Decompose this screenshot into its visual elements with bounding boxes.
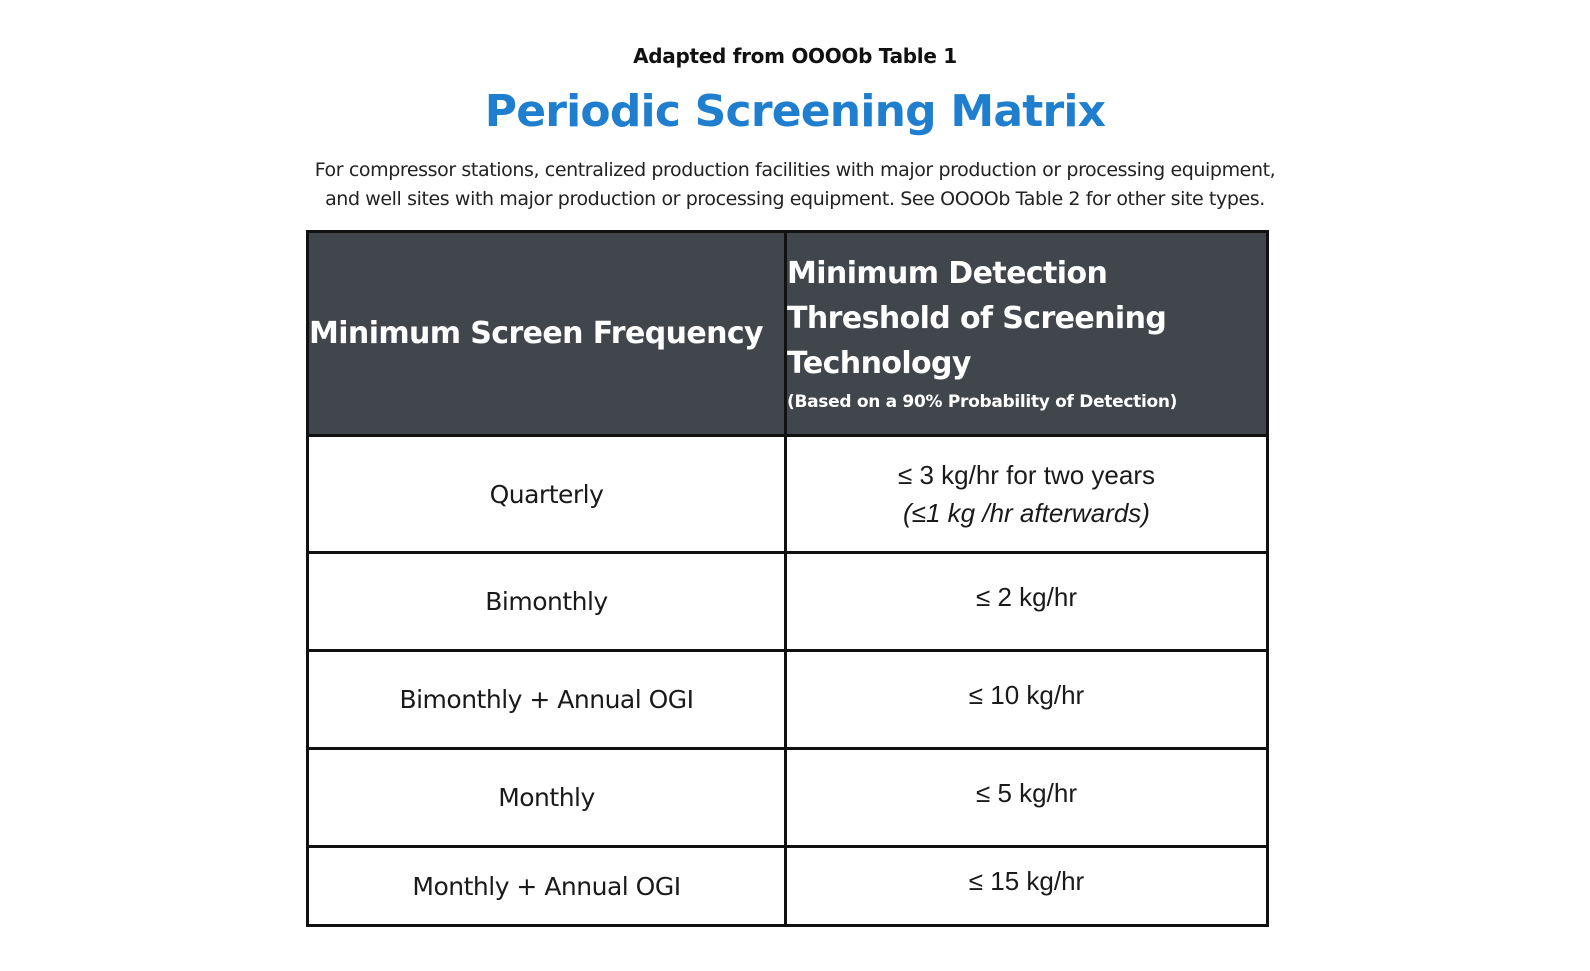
column-header-frequency: Minimum Screen Frequency [308, 232, 786, 436]
threshold-cell [786, 847, 1268, 926]
threshold-cell [786, 553, 1268, 651]
subtitle-line-2: and well sites with major production or processing equipment. See OOOOb Table 2 for other site types. [325, 188, 1265, 210]
screening-matrix-table [306, 230, 1269, 927]
threshold-cell [786, 436, 1268, 553]
threshold-note: (≤1 kg /hr afterwards) [903, 498, 1150, 528]
column-header-threshold [786, 232, 1268, 436]
table-row [308, 553, 1268, 651]
subtitle-line-1: For compressor stations, centralized production facilities with major production or processing equipment, [314, 159, 1276, 181]
frequency-cell: Monthly + Annual OGI [308, 847, 786, 926]
frequency-cell: Bimonthly [308, 553, 786, 651]
frequency-cell: Quarterly [308, 436, 786, 553]
threshold-value: ≤ 2 kg/hr [976, 581, 1077, 612]
column-header-threshold-note: (Based on a 90% Probability of Detection) [787, 392, 1178, 412]
table-row [308, 847, 1268, 926]
table-row [308, 651, 1268, 749]
source-note: Adapted from OOOOb Table 1 [633, 44, 957, 68]
threshold-value: ≤ 15 kg/hr [968, 866, 1085, 896]
threshold-value: ≤ 5 kg/hr [976, 777, 1077, 808]
threshold-value: ≤ 10 kg/hr [968, 679, 1085, 710]
threshold-cell [786, 651, 1268, 749]
column-header-threshold-label: Minimum Detection Threshold of Screening Technology [787, 256, 1167, 381]
frequency-cell: Bimonthly + Annual OGI [308, 651, 786, 749]
threshold-cell [786, 749, 1268, 847]
table-row [308, 749, 1268, 847]
page-title: Periodic Screening Matrix [484, 86, 1106, 137]
page-subtitle [0, 156, 1590, 214]
frequency-cell: Monthly [308, 749, 786, 847]
threshold-value: ≤ 3 kg/hr for two years [897, 460, 1156, 490]
table-header-row [308, 232, 1268, 436]
table-row [308, 436, 1268, 553]
